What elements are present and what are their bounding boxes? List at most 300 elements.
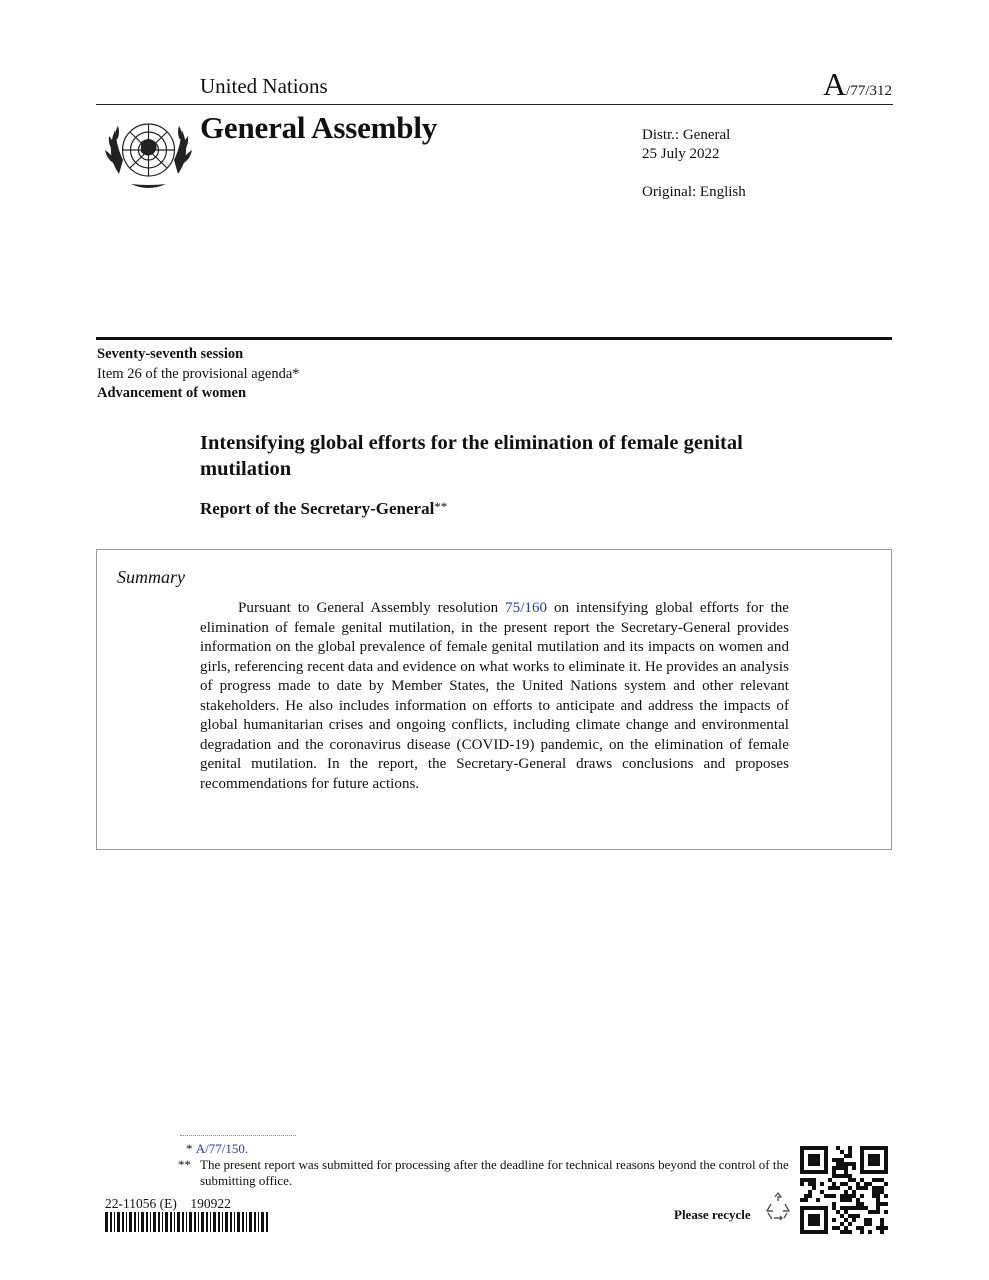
qr-module — [840, 1158, 844, 1162]
qr-module — [860, 1230, 864, 1234]
footnote-marker: ** — [434, 499, 448, 514]
qr-module — [860, 1202, 864, 1206]
issue-date: 25 July 2022 — [642, 146, 720, 162]
barcode-bar — [182, 1212, 184, 1232]
qr-module — [876, 1158, 880, 1162]
qr-module — [884, 1170, 888, 1174]
barcode-bar — [150, 1212, 151, 1232]
session-name: Seventy-seventh session — [97, 346, 244, 362]
barcode-bar — [162, 1212, 163, 1232]
footnote-rule — [180, 1135, 296, 1136]
qr-module — [844, 1206, 848, 1210]
qr-module — [808, 1190, 812, 1194]
qr-module — [884, 1202, 888, 1206]
qr-module — [832, 1174, 836, 1178]
qr-module — [844, 1210, 848, 1214]
barcode-bar — [153, 1212, 156, 1232]
qr-module — [852, 1162, 856, 1166]
qr-module — [876, 1198, 880, 1202]
qr-module — [812, 1178, 816, 1182]
qr-module — [812, 1214, 816, 1218]
qr-module — [840, 1194, 844, 1198]
qr-module — [808, 1230, 812, 1234]
qr-module — [860, 1154, 864, 1158]
qr-module — [848, 1186, 852, 1190]
qr-module — [808, 1146, 812, 1150]
qr-module — [868, 1162, 872, 1166]
qr-module — [852, 1214, 856, 1218]
qr-module — [844, 1166, 848, 1170]
qr-module — [848, 1178, 852, 1182]
qr-module — [884, 1226, 888, 1230]
qr-module — [864, 1182, 868, 1186]
qr-module — [820, 1190, 824, 1194]
qr-module — [824, 1162, 828, 1166]
barcode-bar — [230, 1212, 232, 1232]
footnote-1-period: . — [244, 1141, 249, 1156]
qr-module — [860, 1186, 864, 1190]
qr-module — [876, 1202, 880, 1206]
qr-module — [880, 1226, 884, 1230]
qr-module — [852, 1190, 856, 1194]
qr-module — [824, 1154, 828, 1158]
barcode-bar — [165, 1212, 168, 1232]
barcode-bar — [122, 1212, 124, 1232]
qr-module — [800, 1222, 804, 1226]
qr-module — [876, 1162, 880, 1166]
qr-module — [812, 1170, 816, 1174]
qr-module — [816, 1230, 820, 1234]
qr-module — [844, 1226, 848, 1230]
qr-module — [808, 1170, 812, 1174]
qr-module — [832, 1186, 836, 1190]
qr-module — [804, 1194, 808, 1198]
qr-module — [872, 1170, 876, 1174]
qr-module — [856, 1202, 860, 1206]
qr-module — [808, 1218, 812, 1222]
barcode-bar — [189, 1212, 192, 1232]
qr-module — [800, 1218, 804, 1222]
qr-module — [800, 1182, 804, 1186]
header-rule — [96, 104, 893, 105]
qr-module — [848, 1214, 852, 1218]
qr-module — [836, 1210, 840, 1214]
qr-module — [848, 1146, 852, 1150]
qr-module — [824, 1222, 828, 1226]
qr-module — [884, 1146, 888, 1150]
organ-title: General Assembly — [200, 110, 438, 145]
barcode-bar — [114, 1212, 115, 1232]
job-number: 22-11056 (E) 190922 — [105, 1196, 231, 1211]
qr-module — [864, 1186, 868, 1190]
qr-module — [844, 1194, 848, 1198]
qr-module — [836, 1226, 840, 1230]
qr-module — [808, 1178, 812, 1182]
barcode-bar — [225, 1212, 228, 1232]
qr-module — [860, 1146, 864, 1150]
qr-module — [824, 1158, 828, 1162]
qr-module — [832, 1206, 836, 1210]
qr-module — [800, 1206, 804, 1210]
qr-module — [808, 1222, 812, 1226]
qr-module — [856, 1214, 860, 1218]
barcode-bar — [174, 1212, 175, 1232]
qr-module — [836, 1146, 840, 1150]
barcode-bar — [138, 1212, 139, 1232]
qr-module — [848, 1174, 852, 1178]
section-divider — [96, 337, 892, 340]
qr-module — [832, 1202, 836, 1206]
qr-module — [852, 1166, 856, 1170]
qr-module — [836, 1174, 840, 1178]
footnote-1-marker: * — [186, 1141, 193, 1156]
qr-module — [868, 1158, 872, 1162]
qr-module — [844, 1230, 848, 1234]
qr-module — [800, 1154, 804, 1158]
qr-module — [844, 1182, 848, 1186]
qr-module — [852, 1218, 856, 1222]
qr-module — [868, 1230, 872, 1234]
qr-module — [848, 1206, 852, 1210]
qr-module — [808, 1214, 812, 1218]
qr-module — [840, 1166, 844, 1170]
qr-module — [864, 1222, 868, 1226]
qr-module — [812, 1158, 816, 1162]
qr-module — [884, 1162, 888, 1166]
qr-module — [848, 1230, 852, 1234]
qr-module — [848, 1150, 852, 1154]
qr-module — [868, 1170, 872, 1174]
qr-module — [852, 1194, 856, 1198]
qr-module — [864, 1206, 868, 1210]
qr-module — [880, 1178, 884, 1182]
barcode-bar — [170, 1212, 172, 1232]
barcode-bar — [198, 1212, 199, 1232]
qr-module — [804, 1230, 808, 1234]
qr-module — [816, 1170, 820, 1174]
qr-module — [824, 1194, 828, 1198]
qr-module — [876, 1170, 880, 1174]
qr-module — [848, 1198, 852, 1202]
qr-module — [824, 1210, 828, 1214]
qr-module — [812, 1154, 816, 1158]
qr-module — [836, 1186, 840, 1190]
barcode-bar — [249, 1212, 252, 1232]
qr-module — [812, 1186, 816, 1190]
qr-module — [820, 1230, 824, 1234]
qr-module — [860, 1170, 864, 1174]
barcode-bar — [246, 1212, 247, 1232]
qr-module — [880, 1190, 884, 1194]
barcode-bar — [158, 1212, 160, 1232]
qr-module — [856, 1182, 860, 1186]
qr-module — [816, 1154, 820, 1158]
recycle-label: Please recycle — [674, 1207, 751, 1222]
qr-module — [808, 1206, 812, 1210]
qr-module — [836, 1158, 840, 1162]
qr-module — [840, 1162, 844, 1166]
qr-module — [812, 1146, 816, 1150]
qr-module — [808, 1154, 812, 1158]
qr-module — [872, 1210, 876, 1214]
qr-module — [860, 1158, 864, 1162]
qr-module — [840, 1206, 844, 1210]
barcode-bar — [177, 1212, 180, 1232]
qr-module — [824, 1226, 828, 1230]
agenda-title: Advancement of women — [97, 385, 247, 401]
qr-module — [876, 1206, 880, 1210]
report-subtitle — [200, 499, 447, 519]
qr-module — [884, 1166, 888, 1170]
qr-module — [844, 1162, 848, 1166]
qr-module — [800, 1162, 804, 1166]
qr-module — [844, 1218, 848, 1222]
summary-paragraph — [200, 599, 789, 794]
qr-module — [816, 1222, 820, 1226]
qr-module — [840, 1182, 844, 1186]
barcode-bar — [194, 1212, 196, 1232]
qr-module — [860, 1194, 864, 1198]
recycle-icon — [762, 1191, 794, 1223]
barcode-bar — [129, 1212, 132, 1232]
qr-module — [840, 1214, 844, 1218]
barcode-bar — [218, 1212, 220, 1232]
qr-module — [820, 1182, 824, 1186]
qr-module — [884, 1182, 888, 1186]
qr-module — [880, 1222, 884, 1226]
report-title: Intensifying global efforts for the elimination of female genital mutilation — [200, 432, 743, 480]
qr-module — [844, 1198, 848, 1202]
qr-module — [856, 1206, 860, 1210]
barcode-bar — [186, 1212, 187, 1232]
qr-module — [860, 1162, 864, 1166]
footnote-1 — [186, 1141, 248, 1157]
qr-module — [880, 1230, 884, 1234]
agenda-item: Item 26 of the provisional agenda* — [97, 365, 300, 382]
qr-module — [836, 1166, 840, 1170]
qr-module — [832, 1194, 836, 1198]
qr-module — [884, 1150, 888, 1154]
barcode-bar — [258, 1212, 259, 1232]
qr-module — [868, 1218, 872, 1222]
qr-module — [832, 1158, 836, 1162]
summary-text-lead: Pursuant to General Assembly resolution — [238, 600, 506, 616]
qr-module — [868, 1210, 872, 1214]
summary-heading: Summary — [117, 567, 185, 587]
barcode-bar — [254, 1212, 256, 1232]
qr-module — [860, 1206, 864, 1210]
qr-module — [856, 1198, 860, 1202]
qr-module — [872, 1154, 876, 1158]
barcode-icon — [105, 1212, 270, 1232]
qr-module — [856, 1226, 860, 1230]
barcode-bar — [146, 1212, 148, 1232]
barcode-bar — [206, 1212, 208, 1232]
barcode-bar — [213, 1212, 216, 1232]
qr-module — [852, 1206, 856, 1210]
report-subtitle-text: Report of the Secretary-General — [200, 499, 435, 518]
qr-module — [816, 1214, 820, 1218]
qr-module — [864, 1218, 868, 1222]
qr-module — [872, 1162, 876, 1166]
qr-module — [884, 1158, 888, 1162]
agenda-link[interactable]: A/77/150 — [195, 1141, 245, 1156]
qr-module — [804, 1206, 808, 1210]
qr-module — [876, 1226, 880, 1230]
qr-module — [836, 1162, 840, 1166]
qr-module — [824, 1214, 828, 1218]
qr-module — [820, 1206, 824, 1210]
qr-module — [840, 1230, 844, 1234]
qr-module — [808, 1162, 812, 1166]
qr-module — [812, 1230, 816, 1234]
qr-module — [820, 1146, 824, 1150]
barcode-bar — [237, 1212, 240, 1232]
qr-module — [852, 1178, 856, 1182]
qr-module — [800, 1226, 804, 1230]
qr-module — [840, 1174, 844, 1178]
qr-module — [800, 1170, 804, 1174]
qr-module — [844, 1174, 848, 1178]
qr-module — [816, 1146, 820, 1150]
qr-module — [848, 1154, 852, 1158]
barcode-bar — [117, 1212, 120, 1232]
barcode-bar — [242, 1212, 244, 1232]
un-emblem-icon — [101, 112, 196, 192]
qr-module — [800, 1166, 804, 1170]
qr-module — [880, 1202, 884, 1206]
barcode-bar — [141, 1212, 144, 1232]
qr-module — [832, 1182, 836, 1186]
barcode-bar — [210, 1212, 211, 1232]
session-block — [97, 345, 300, 404]
qr-module — [812, 1162, 816, 1166]
qr-module — [844, 1190, 848, 1194]
qr-module — [848, 1162, 852, 1166]
qr-module — [816, 1158, 820, 1162]
qr-module — [828, 1194, 832, 1198]
qr-module — [812, 1206, 816, 1210]
qr-module — [832, 1170, 836, 1174]
qr-code-icon — [800, 1146, 888, 1234]
qr-module — [832, 1218, 836, 1222]
qr-module — [876, 1210, 880, 1214]
qr-module — [868, 1182, 872, 1186]
qr-module — [880, 1186, 884, 1190]
qr-module — [828, 1186, 832, 1190]
barcode-bar — [222, 1212, 223, 1232]
qr-module — [884, 1210, 888, 1214]
qr-module — [824, 1150, 828, 1154]
qr-module — [872, 1146, 876, 1150]
qr-module — [868, 1146, 872, 1150]
qr-module — [804, 1198, 808, 1202]
qr-module — [860, 1150, 864, 1154]
qr-module — [824, 1166, 828, 1170]
qr-module — [876, 1178, 880, 1182]
qr-module — [872, 1194, 876, 1198]
qr-module — [824, 1206, 828, 1210]
qr-module — [876, 1154, 880, 1158]
qr-module — [872, 1190, 876, 1194]
qr-module — [816, 1162, 820, 1166]
qr-module — [844, 1154, 848, 1158]
qr-module — [812, 1218, 816, 1222]
summary-text-body: on intensifying global efforts for the elimination of female genital mutilation, in the present report the Secretary-General provides information on the global prevalence of female genital mutilation and its impacts on women and girls, referencing recent data and evidence on what works to eliminate it. He provides an analysis of progress made to date by Member States, the United Nations system and other relevant stakeholders. He also includes information on efforts to anticipate and address the impacts of global humanitarian crises and ongoing conflicts, including climate change and environmental degradation and the coronavirus disease (COVID-19) pandemic, on the elimination of female genital mutilation. In the report, the Secretary-General draws conclusions and proposes recommendations for future actions. — [200, 600, 789, 792]
qr-module — [880, 1170, 884, 1174]
qr-module — [816, 1206, 820, 1210]
qr-module — [868, 1222, 872, 1226]
qr-module — [864, 1170, 868, 1174]
barcode-bar — [110, 1212, 112, 1232]
qr-module — [876, 1194, 880, 1198]
qr-module — [808, 1194, 812, 1198]
qr-module — [848, 1222, 852, 1226]
qr-module — [848, 1194, 852, 1198]
qr-module — [876, 1146, 880, 1150]
qr-module — [860, 1178, 864, 1182]
qr-module — [800, 1214, 804, 1218]
qr-module — [800, 1146, 804, 1150]
qr-module — [864, 1146, 868, 1150]
qr-module — [832, 1226, 836, 1230]
qr-module — [844, 1170, 848, 1174]
qr-module — [880, 1146, 884, 1150]
qr-module — [816, 1218, 820, 1222]
barcode-bar — [234, 1212, 235, 1232]
document-symbol-letter: A — [823, 66, 847, 102]
qr-module — [872, 1158, 876, 1162]
barcode-bar — [126, 1212, 127, 1232]
qr-module — [884, 1154, 888, 1158]
qr-module — [800, 1178, 804, 1182]
qr-module — [860, 1166, 864, 1170]
qr-module — [808, 1182, 812, 1186]
footnote-2-text: The present report was submitted for processing after the deadline for technical reasons beyond the control of the submitting office. — [200, 1157, 789, 1188]
qr-module — [812, 1222, 816, 1226]
barcode-bar — [261, 1212, 264, 1232]
qr-module — [856, 1186, 860, 1190]
qr-module — [868, 1154, 872, 1158]
qr-module — [800, 1230, 804, 1234]
resolution-link[interactable]: 75/160 — [505, 600, 548, 616]
qr-module — [808, 1158, 812, 1162]
barcode-bar — [105, 1212, 108, 1232]
distribution-block — [642, 126, 730, 164]
qr-module — [812, 1182, 816, 1186]
qr-module — [872, 1186, 876, 1190]
qr-module — [872, 1178, 876, 1182]
qr-module — [876, 1190, 880, 1194]
qr-module — [884, 1194, 888, 1198]
qr-module — [800, 1198, 804, 1202]
qr-module — [804, 1170, 808, 1174]
barcode-bar — [201, 1212, 204, 1232]
qr-module — [824, 1218, 828, 1222]
qr-module — [800, 1210, 804, 1214]
qr-module — [800, 1158, 804, 1162]
qr-module — [860, 1226, 864, 1230]
qr-module — [804, 1146, 808, 1150]
document-symbol — [823, 66, 892, 103]
qr-module — [876, 1186, 880, 1190]
qr-module — [824, 1170, 828, 1174]
qr-module — [840, 1198, 844, 1202]
footnote-2-marker: ** — [178, 1157, 191, 1172]
original-language: Original: English — [642, 184, 746, 200]
barcode-bar — [134, 1212, 136, 1232]
qr-module — [840, 1222, 844, 1226]
